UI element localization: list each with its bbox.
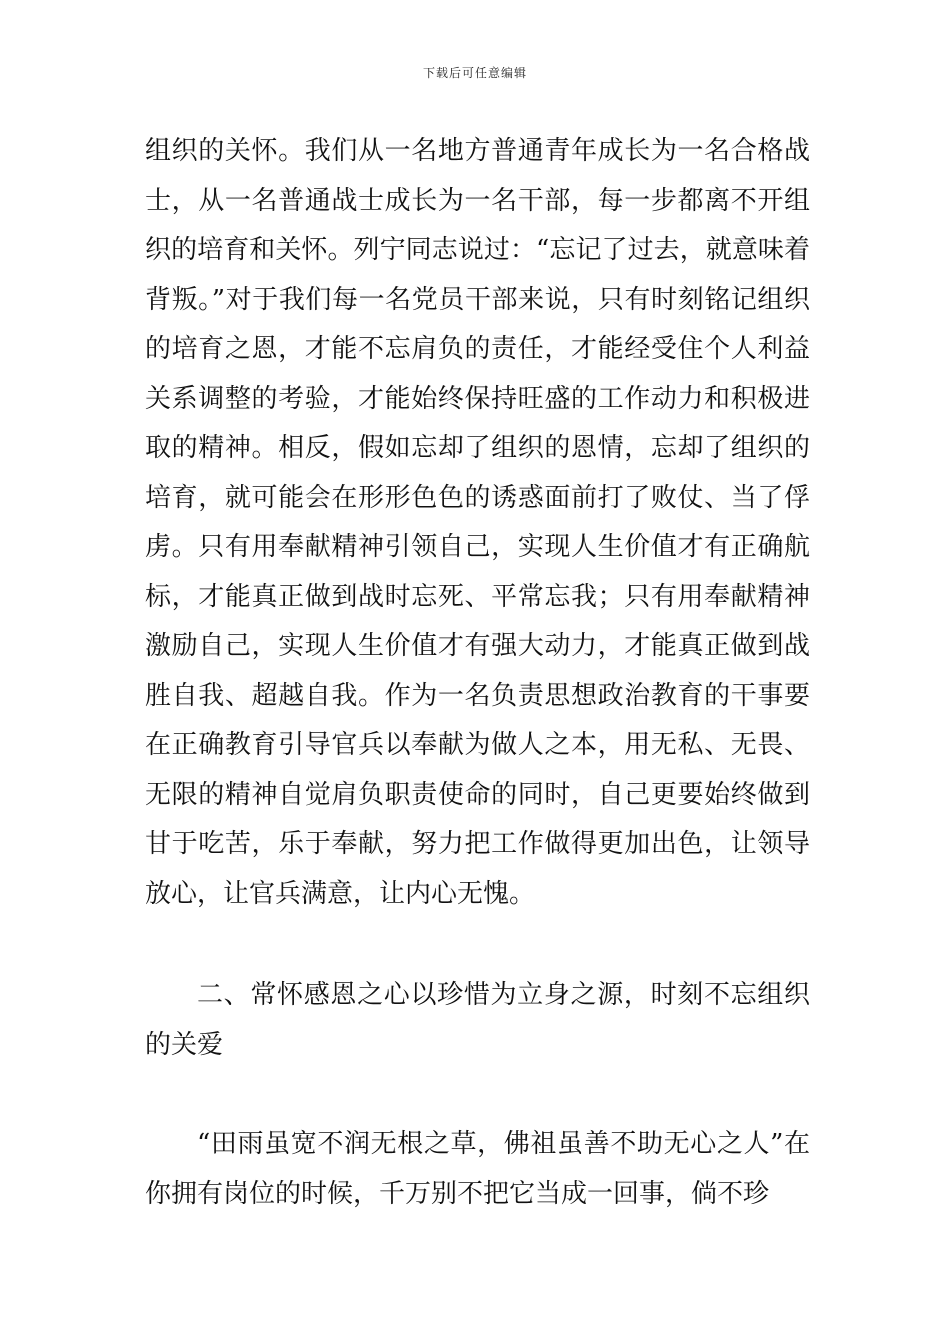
page-header-note: 下载后可任意编辑 <box>422 66 527 80</box>
body-paragraph: 组织的关怀。我们从一名地方普通青年成长为一名合格战士，从一名普通战士成长为一名干部，每一步都离不开组织的培育和关怀。列宁同志说过：“忘记了过去，就意味着背叛。”对于我们每一名党员干部来说，只有时刻铭记组织的培育之恩，才能不忘肩负的责任，才能经受住个人利益关系调整的考验，才能始终保持旺盛的工作动力和积极进取的精神。相反，假如忘却了组织的恩情，忘却了组织的培育，就可能会在形形色色的诱惑面前打了败仗、当了俘虏。只有用奉献精神引领自己，实现人生价值才有正确航标，才能真正做到战时忘死、平常忘我；只有用奉献精神激励自己，实现人生价值才有强大动力，才能真正做到战胜自我、超越自我。作为一名负责思想政治教育的干事要在正确教育引导官兵以奉献为做人之本，用无私、无畏、无限的精神自觉肩负职责使命的同时，自己更要始终做到甘于吃苦，乐于奉献，努力把工作做得更加出色，让领导放心，让官兵满意，让内心无愧。 <box>145 136 810 909</box>
body-paragraph: “田雨虽宽不润无根之草，佛祖虽善不助无心之人”在你拥有岗位的时候，千万别不把它当成一回事，倘不珍 <box>145 1129 810 1209</box>
section-heading: 二、常怀感恩之心以珍惜为立身之源，时刻不忘组织的关爱 <box>145 980 810 1060</box>
